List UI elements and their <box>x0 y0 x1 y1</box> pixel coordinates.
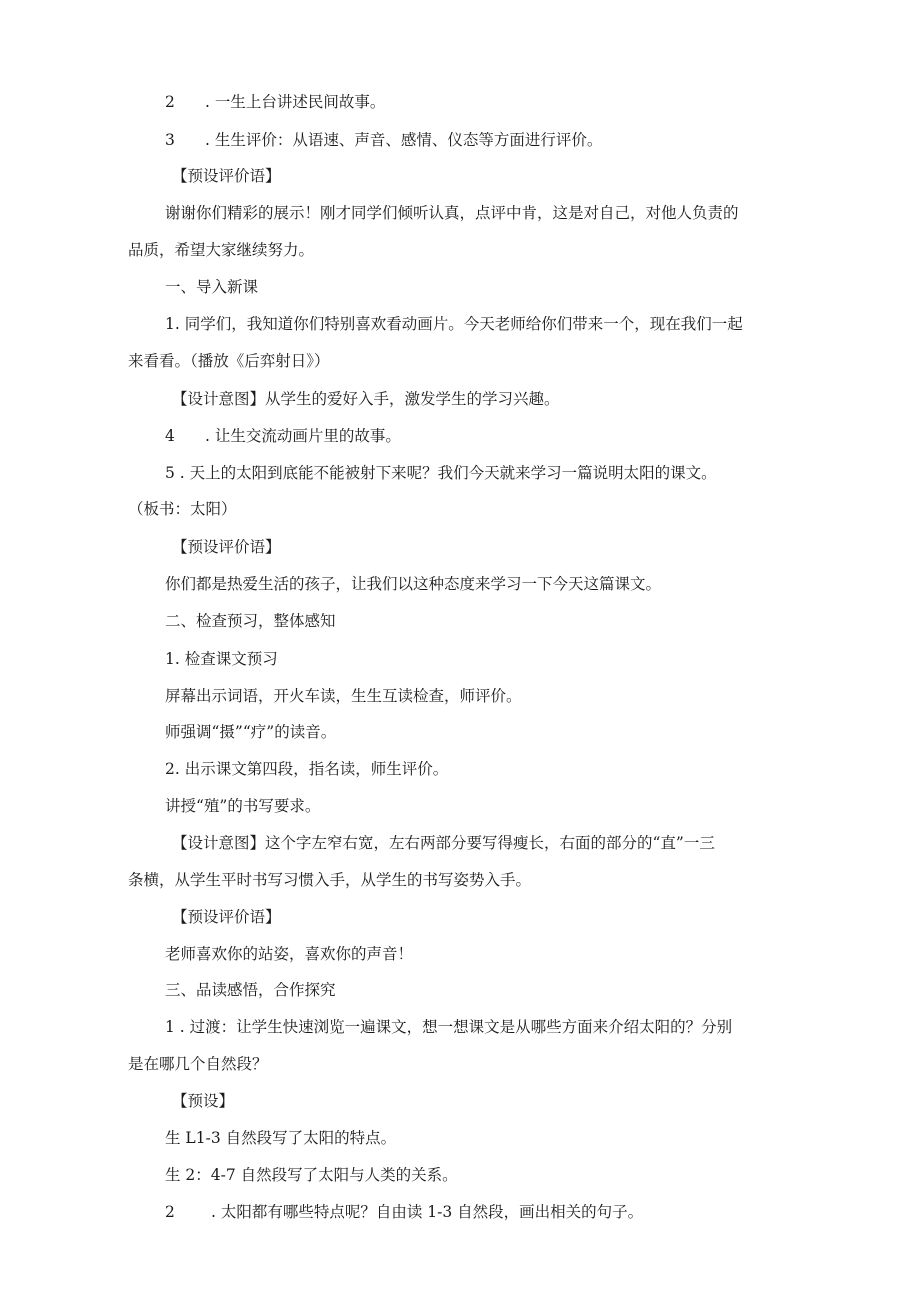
preset-evaluation-heading: 【预设评价语】 <box>172 908 281 926</box>
paragraph-line: （板书：太阳） <box>128 500 237 518</box>
paragraph-line: 你们都是热爱生活的孩子，让我们以这种态度来学习一下今天这篇课文。 <box>165 575 662 593</box>
design-intent-line: 【设计意图】这个字左窄右宽，左右两部分要写得瘦长，右面的部分的“直”一三 <box>172 834 715 852</box>
item-number: 4 <box>165 427 175 445</box>
list-item-2 <box>165 1201 643 1223</box>
preset-evaluation-heading: 【预设评价语】 <box>172 538 281 556</box>
item-number: 2 <box>165 1203 175 1221</box>
paragraph-line: 屏幕出示词语，开火车读，生生互读检查，师评价。 <box>165 687 522 705</box>
item-text: . 让生交流动画片里的故事。 <box>205 427 401 445</box>
paragraph-line: 5 . 天上的太阳到底能不能被射下来呢？我们今天就来学习一篇说明太阳的课文。 <box>165 464 717 482</box>
paragraph-line: 条横，从学生平时书写习惯入手，从学生的书写姿势入手。 <box>128 871 532 889</box>
paragraph-line: 1. 同学们，我知道你们特别喜欢看动画片。今天老师给你们带来一个，现在我们一起 <box>165 315 743 333</box>
paragraph-line: 1. 检查课文预习 <box>165 650 278 668</box>
paragraph-line: 1 . 过渡：让学生快速浏览一遍课文，想一想课文是从哪些方面来介绍太阳的？分别 <box>165 1018 733 1036</box>
paragraph-line: 来看看。（播放《后弈射日》） <box>128 352 330 370</box>
paragraph-line: 师强调“摄”“疗”的读音。 <box>165 723 337 741</box>
item-number: 3 <box>165 131 175 149</box>
item-text: . 太阳都有哪些特点呢？自由读 1-3 自然段，画出相关的句子。 <box>211 1203 644 1221</box>
paragraph-line: 谢谢你们精彩的展示！刚才同学们倾听认真，点评中肯，这是对自己，对他人负责的 <box>165 204 739 222</box>
section-heading: 二、检查预习，整体感知 <box>165 612 336 630</box>
list-item-3 <box>165 129 602 151</box>
list-item-2 <box>165 91 385 113</box>
paragraph-line: 生 2：4-7 自然段写了太阳与人类的关系。 <box>165 1166 458 1184</box>
list-item-4 <box>165 425 401 447</box>
section-heading: 一、导入新课 <box>165 278 259 296</box>
preset-evaluation-heading: 【预设评价语】 <box>172 167 281 185</box>
paragraph-line: 2. 出示课文第四段，指名读，师生评价。 <box>165 760 449 778</box>
item-number: 2 <box>165 93 175 111</box>
section-heading: 三、品读感悟，合作探究 <box>165 981 336 999</box>
paragraph-line: 品质，希望大家继续努力。 <box>128 241 315 259</box>
paragraph-line: 讲授“殖”的书写要求。 <box>165 797 321 815</box>
item-text: . 生生评价：从语速、声音、感情、仪态等方面进行评价。 <box>205 131 603 149</box>
item-text: . 一生上台讲述民间故事。 <box>205 93 386 111</box>
design-intent-line: 【设计意图】从学生的爱好入手，激发学生的学习兴趣。 <box>172 390 560 408</box>
preset-heading: 【预设】 <box>172 1092 235 1110</box>
paragraph-line: 老师喜欢你的站姿，喜欢你的声音！ <box>165 945 414 963</box>
paragraph-line: 是在哪几个自然段？ <box>128 1055 268 1073</box>
paragraph-line: 生 L1-3 自然段写了太阳的特点。 <box>165 1129 397 1147</box>
